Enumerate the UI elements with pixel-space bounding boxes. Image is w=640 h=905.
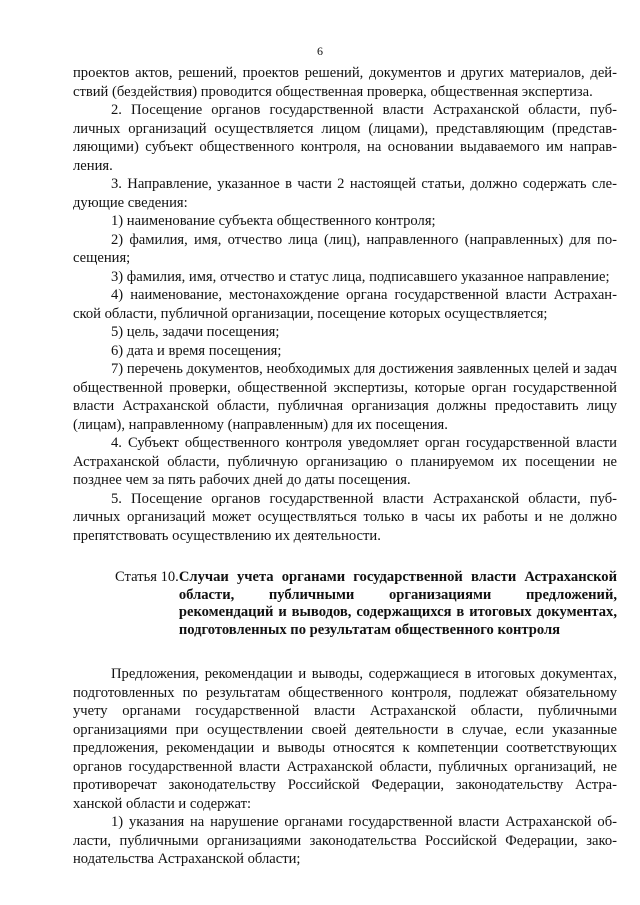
paragraph-part-5: 5. Посещение органов государственной власти Астраханской области, публичных организаций может осуществляться только в часы их работы и не должно препятствовать осуществлению их деятельности.	[73, 490, 617, 544]
article-label: Статья 10.	[115, 569, 179, 585]
paragraph-part-2: 2. Посещение органов государственной власти Астраханской области, публичных организаций осуществляется лицом (лицами), представляющим (представляющими) субъект общественного контроля, на основании выдаваемого им направления.	[73, 102, 617, 174]
list-item-3: 3) фамилия, имя, отчество и статус лица, подписавшего указанное направление;	[111, 268, 610, 285]
page-number: 6	[317, 44, 323, 58]
list-item-2: 2) фамилия, имя, отчество лица (лиц), направленного (направленных) для посещения;	[73, 231, 617, 266]
list-item-6: 6) дата и время посещения;	[111, 342, 282, 359]
paragraph-continuation: проектов актов, решений, проектов решений, документов и других материалов, действий (бездействия) проводится общественная проверка, общественная экспертиза.	[73, 65, 617, 100]
list-item-5: 5) цель, задачи посещения;	[111, 324, 280, 340]
paragraph-part-4: 4. Субъект общественного контроля уведомляет орган государственной власти Астраханской области, публичную организацию о планируемом их посещении не позднее чем за пять рабочих дней до даты посещения.	[73, 435, 617, 488]
list-item-7: 7) перечень документов, необходимых для достижения заявленных целей и задач общественной проверки, общественной экспертизы, которые орган государственной власти Астраханской области, публичная организация должны предоставить лицу (лицам), направленному (направленным) для их посещения.	[73, 361, 617, 433]
list-item-4: 4) наименование, местонахождение органа государственной власти Астраханской области, публичной организации, посещение которых осуществляется;	[73, 287, 617, 322]
article-heading	[73, 569, 617, 639]
article-title: Случаи учета органами государственной власти Астраханской области, публичными организациями предложений, рекомендаций и выводов, содержащихся в итоговых документах, подготовленных по результатам общественного контроля	[178, 569, 617, 638]
paragraph-part-3: 3. Направление, указанное в части 2 настоящей статьи, должно содержать следующие сведения:	[73, 176, 617, 211]
list-item-1: 1) наименование субъекта общественного контроля;	[111, 213, 436, 229]
article-paragraph: Предложения, рекомендации и выводы, содержащиеся в итоговых документах, подготовленных по результатам общественного контроля, подлежат обязательному учету органами государственной власти Астраханской области, публичными организациями при осуществлении своей деятельности в случае, если указанные предложения, рекомендации и выводы относятся к компетенции соответствующих органов государственной власти Астраханской области, публичных организаций, не противоречат законодательству Российской Федерации, законодательству Астраханской области и содержат:	[73, 666, 617, 812]
document-body	[73, 64, 617, 869]
article-list-item-1: 1) указания на нарушение органами государственной власти Астраханской области, публичными организациями законодательства Российской Федерации, законодательства Астраханской области;	[73, 814, 617, 867]
